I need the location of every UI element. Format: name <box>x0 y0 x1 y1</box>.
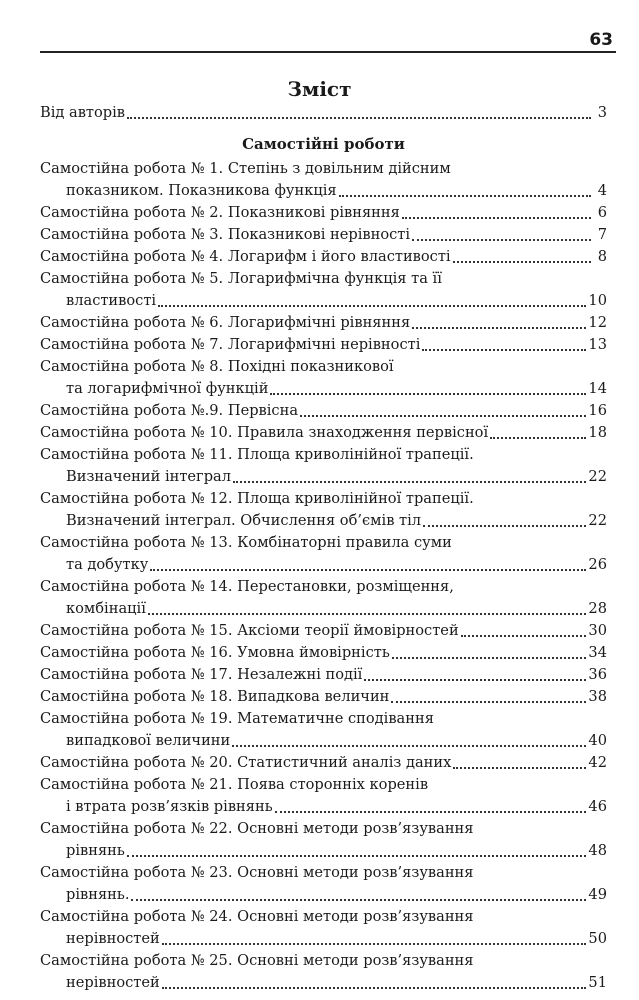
toc-title: Зміст <box>287 77 352 101</box>
toc-entry-text: комбінації <box>66 600 146 617</box>
toc-entry-preface[interactable] <box>40 102 607 124</box>
toc-entry-page: 14 <box>588 380 607 397</box>
toc-entry-text: Самостійна робота № 2. Показникові рівняння <box>40 204 400 221</box>
toc-entry-continuation <box>40 840 607 862</box>
toc-entry[interactable] <box>40 906 607 950</box>
toc-entry-line <box>40 774 607 796</box>
toc-entry[interactable] <box>40 862 607 906</box>
toc-entry-text: Самостійна робота № 24. Основні методи розв’язування <box>40 908 474 925</box>
toc-entry-page: 16 <box>588 402 607 419</box>
toc-entry[interactable] <box>40 664 607 686</box>
toc-entry-page: 3 <box>597 104 607 121</box>
leader-dots <box>402 217 591 219</box>
toc-entry-page: 49 <box>588 886 607 903</box>
leader-dots <box>423 525 586 527</box>
toc-entry-page: 46 <box>588 798 607 815</box>
toc-entry-continuation <box>40 466 607 488</box>
toc-entry-text: показником. Показникова функція <box>66 182 337 199</box>
toc-entry-line <box>40 620 607 642</box>
toc-entry-text: Самостійна робота № 5. Логарифмічна функція та її <box>40 270 442 287</box>
toc-entry-line <box>40 664 607 686</box>
leader-dots <box>453 767 586 769</box>
header-rule <box>40 51 616 53</box>
leader-dots <box>392 657 587 659</box>
toc-entry[interactable] <box>40 422 607 444</box>
toc-entry-line <box>40 488 607 510</box>
toc-entry-continuation <box>40 730 607 752</box>
toc-entry[interactable] <box>40 752 607 774</box>
toc-entry-line <box>40 334 607 356</box>
toc-entry[interactable] <box>40 158 607 202</box>
toc-entry-text: Самостійна робота № 7. Логарифмічні нерівності <box>40 336 421 353</box>
leader-dots <box>275 811 587 813</box>
toc-body <box>40 102 607 994</box>
toc-entry-line <box>40 532 607 554</box>
toc-entry-text: Самостійна робота № 23. Основні методи розв’язування <box>40 864 474 881</box>
toc-entry-text: Самостійна робота № 3. Показникові нерівності <box>40 226 411 243</box>
section-heading: Самостійні роботи <box>242 135 405 153</box>
toc-entry-line <box>40 422 607 444</box>
toc-entry-text: Самостійна робота № 25. Основні методи розв’язування <box>40 952 474 969</box>
toc-entry-text: Від авторів <box>40 104 126 121</box>
toc-entry-page: 22 <box>588 512 607 529</box>
toc-entry-line <box>40 862 607 884</box>
toc-entry-line <box>40 950 607 972</box>
toc-entry[interactable] <box>40 356 607 400</box>
toc-entry-line <box>40 356 607 378</box>
toc-entry[interactable] <box>40 400 607 422</box>
toc-entry-line <box>40 708 607 730</box>
toc-entry-line <box>40 642 607 664</box>
leader-dots <box>232 745 586 747</box>
leader-dots <box>364 679 586 681</box>
toc-entry-continuation <box>40 290 607 312</box>
toc-entry[interactable] <box>40 620 607 642</box>
toc-entry-page: 28 <box>588 600 607 617</box>
page-number: 63 <box>589 30 613 50</box>
toc-entry-page: 22 <box>588 468 607 485</box>
toc-entry-text: Самостійна робота № 10. Правила знаходження первісної <box>40 424 489 441</box>
toc-entry-page: 42 <box>588 754 607 771</box>
toc-entry-page: 18 <box>588 424 607 441</box>
leader-dots <box>461 635 587 637</box>
toc-entry-text: Самостійна робота № 8. Похідні показникової <box>40 358 394 375</box>
toc-entry-line <box>40 444 607 466</box>
toc-entry-page: 40 <box>588 732 607 749</box>
leader-dots <box>162 943 587 945</box>
toc-entry-text: Самостійна робота №.9. Первісна <box>40 402 299 419</box>
toc-entry-text: Самостійна робота № 13. Комбінаторні правила суми <box>40 534 452 551</box>
toc-entry[interactable] <box>40 224 607 246</box>
toc-entry-line <box>40 752 607 774</box>
toc-entry-text: Самостійна робота № 20. Статистичний аналіз даних <box>40 754 452 771</box>
toc-entry-text: Самостійна робота № 19. Математичне сподівання <box>40 710 434 727</box>
toc-entry[interactable] <box>40 818 607 862</box>
toc-entry[interactable] <box>40 708 607 752</box>
leader-dots <box>422 349 586 351</box>
toc-entry-line <box>40 202 607 224</box>
toc-entry[interactable] <box>40 576 607 620</box>
toc-entry-page: 6 <box>597 204 607 221</box>
toc-entry-page: 26 <box>588 556 607 573</box>
toc-entry-continuation <box>40 180 607 202</box>
leader-dots <box>148 613 587 615</box>
toc-entry-text: Самостійна робота № 22. Основні методи розв’язування <box>40 820 474 837</box>
toc-entry-text: Визначений інтеграл <box>66 468 232 485</box>
toc-entry-line <box>40 906 607 928</box>
toc-entry[interactable] <box>40 774 607 818</box>
leader-dots <box>412 327 586 329</box>
toc-entry-continuation <box>40 928 607 950</box>
toc-entry[interactable] <box>40 488 607 532</box>
leader-dots <box>270 393 586 395</box>
toc-entry[interactable] <box>40 642 607 664</box>
toc-entry[interactable] <box>40 246 607 268</box>
toc-entry-line <box>40 268 607 290</box>
toc-entry-continuation <box>40 884 607 906</box>
toc-entry-text: Самостійна робота № 6. Логарифмічні рівняння <box>40 314 411 331</box>
toc-entry-line <box>40 576 607 598</box>
leader-dots <box>391 701 586 703</box>
toc-entry-text: рівнянь. <box>66 886 130 903</box>
toc-entry-line <box>40 246 607 268</box>
toc-entry-text: Самостійна робота № 21. Поява сторонніх коренів <box>40 776 429 793</box>
toc-entry-line <box>40 818 607 840</box>
toc-entry-text: випадкової величини <box>66 732 231 749</box>
toc-entry-text: та логарифмічної функцій <box>66 380 269 397</box>
leader-dots <box>158 305 586 307</box>
toc-entry-text: рівнянь <box>66 842 125 859</box>
toc-entry-text: Самостійна робота № 18. Випадкова величин <box>40 688 390 705</box>
toc-entry-text: і втрата розв’язків рівнянь <box>66 798 273 815</box>
toc-entry-page: 7 <box>597 226 607 243</box>
toc-entry-text: Самостійна робота № 4. Логарифм і його властивості <box>40 248 451 265</box>
toc-entry-text: Самостійна робота № 16. Умовна ймовірність <box>40 644 390 661</box>
leader-dots <box>131 899 586 901</box>
toc-entry[interactable] <box>40 312 607 334</box>
leader-dots <box>150 569 586 571</box>
toc-entry-text: Самостійна робота № 12. Площа криволінійної трапеції. <box>40 490 474 507</box>
toc-entry[interactable] <box>40 532 607 576</box>
toc-entry-continuation <box>40 796 607 818</box>
toc-entry[interactable] <box>40 950 607 994</box>
toc-entry-text: Самостійна робота № 11. Площа криволінійної трапеції. <box>40 446 474 463</box>
leader-dots <box>300 415 586 417</box>
toc-entry-page: 10 <box>588 292 607 309</box>
toc-entry-text: Самостійна робота № 14. Перестановки, розміщення, <box>40 578 454 595</box>
toc-entry-page: 30 <box>588 622 607 639</box>
toc-entry-page: 12 <box>588 314 607 331</box>
toc-entry-text: Самостійна робота № 17. Незалежні події <box>40 666 363 683</box>
toc-entries <box>40 158 607 994</box>
toc-entry-text: нерівностей <box>66 930 160 947</box>
toc-entry-page: 34 <box>588 644 607 661</box>
leader-dots <box>339 195 591 197</box>
leader-dots <box>490 437 586 439</box>
toc-entry-page: 36 <box>588 666 607 683</box>
toc-entry-page: 48 <box>588 842 607 859</box>
leader-dots <box>127 855 587 857</box>
leader-dots <box>412 239 591 241</box>
toc-entry[interactable] <box>40 268 607 312</box>
toc-entry-page: 13 <box>588 336 607 353</box>
toc-entry-text: нерівностей <box>66 974 160 991</box>
toc-entry-text: Самостійна робота № 1. Степінь з довільним дійсним <box>40 160 451 177</box>
toc-entry-page: 4 <box>597 182 607 199</box>
toc-entry-page: 8 <box>597 248 607 265</box>
toc-entry-text: властивості <box>66 292 157 309</box>
toc-entry-line <box>40 400 607 422</box>
toc-entry-continuation <box>40 378 607 400</box>
toc-entry[interactable] <box>40 686 607 708</box>
leader-dots <box>233 481 586 483</box>
leader-dots <box>162 987 587 989</box>
toc-entry-text: Визначений інтеграл. Обчислення об’ємів тіл <box>66 512 422 529</box>
leader-dots <box>127 117 591 119</box>
toc-entry-page: 38 <box>588 688 607 705</box>
toc-entry-text: Самостійна робота № 15. Аксіоми теорії ймовірностей <box>40 622 459 639</box>
toc-entry-page: 51 <box>588 974 607 991</box>
toc-entry-continuation <box>40 598 607 620</box>
toc-entry-line <box>40 158 607 180</box>
toc-entry-line <box>40 312 607 334</box>
toc-entry[interactable] <box>40 334 607 356</box>
toc-entry-line <box>40 224 607 246</box>
toc-entry-continuation <box>40 554 607 576</box>
toc-entry-text: та добутку <box>66 556 149 573</box>
toc-entry-continuation <box>40 510 607 532</box>
toc-entry[interactable] <box>40 202 607 224</box>
toc-entry[interactable] <box>40 444 607 488</box>
toc-entry-line <box>40 686 607 708</box>
toc-entry-continuation <box>40 972 607 994</box>
toc-entry-page: 50 <box>588 930 607 947</box>
leader-dots <box>453 261 591 263</box>
